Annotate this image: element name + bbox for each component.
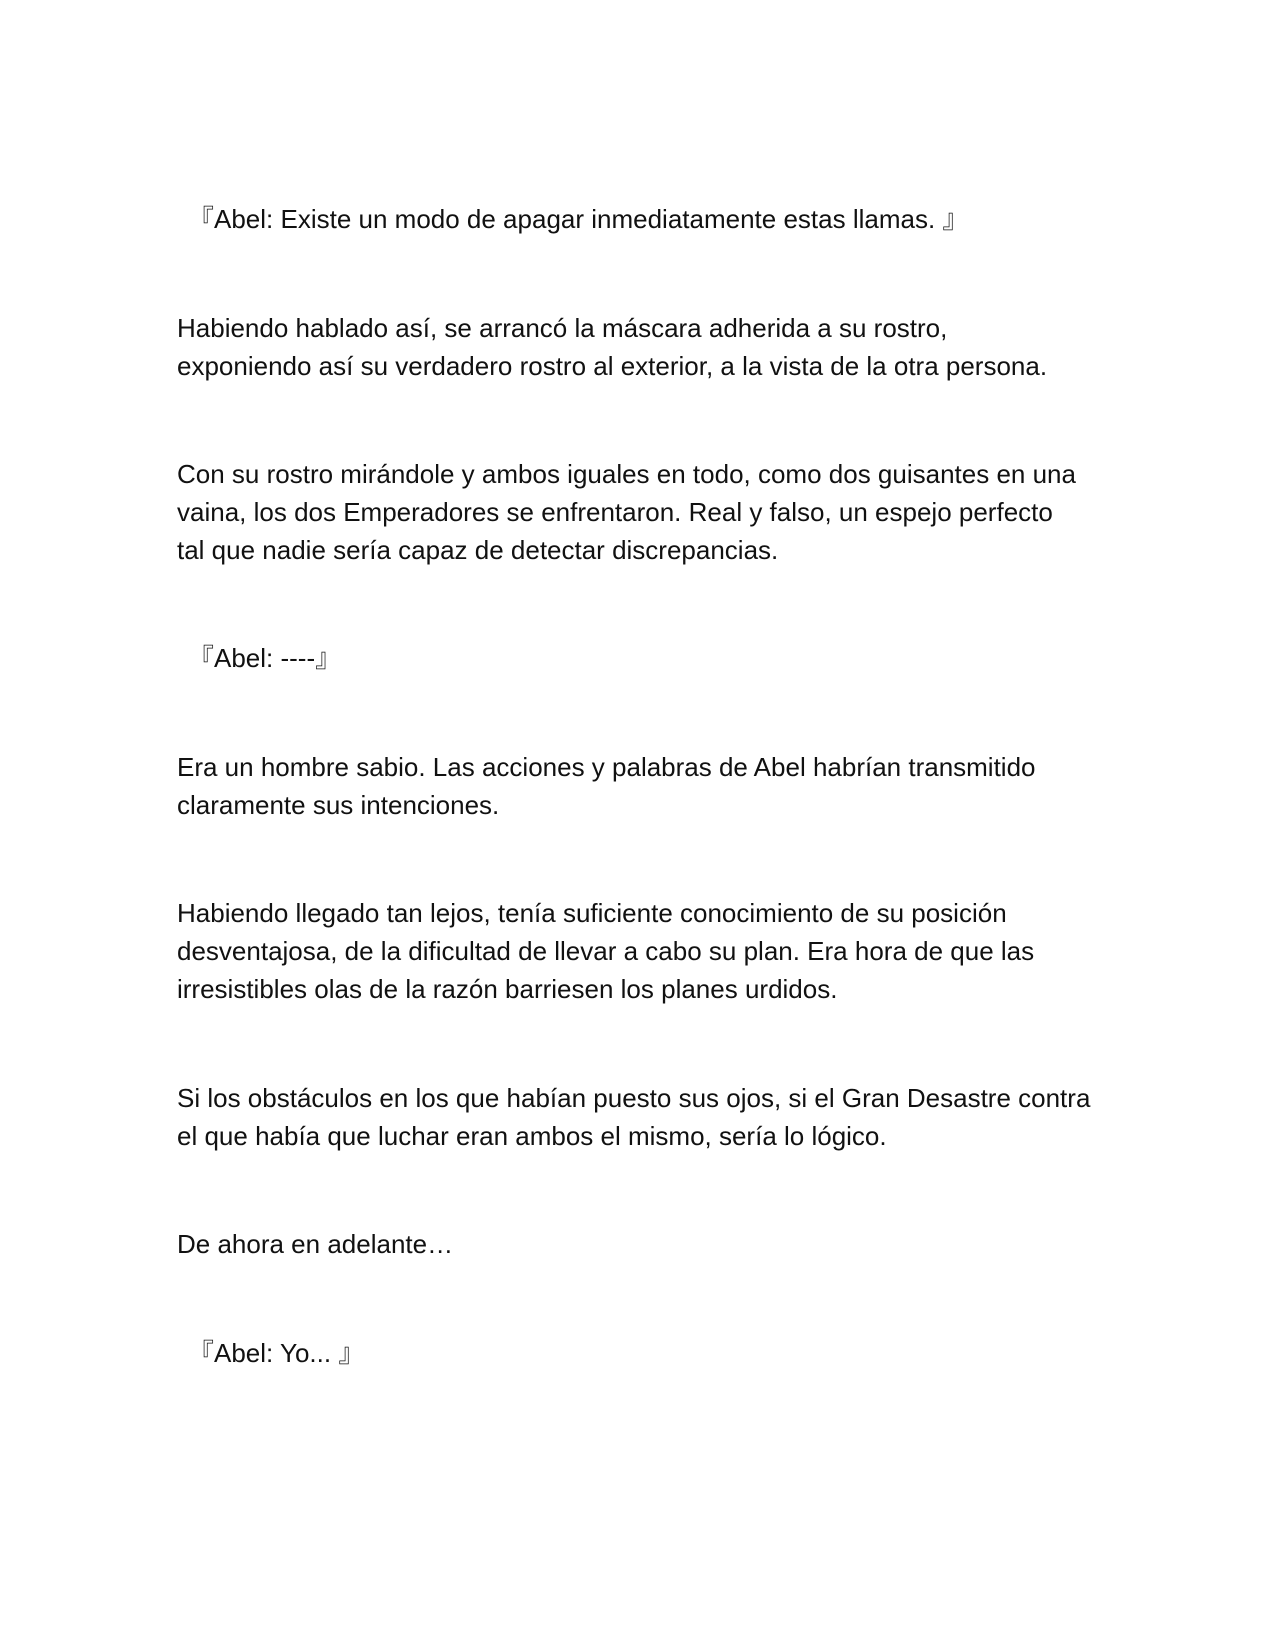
text-line: exponiendo así su verdadero rostro al exterior, a la vista de la otra persona. [177, 351, 1048, 381]
narration-paragraph [177, 748, 1107, 824]
text-line: 『Abel: ----』 [188, 643, 342, 673]
text-line: el que había que luchar eran ambos el mismo, sería lo lógico. [177, 1121, 887, 1151]
text-line: desventajosa, de la dificultad de llevar a cabo su plan. Era hora de que las [177, 936, 1035, 966]
narration-paragraph [177, 1079, 1107, 1155]
text-line: 『Abel: Yo... 』 [188, 1338, 365, 1368]
dialogue-paragraph [188, 200, 1118, 238]
narration-paragraph [177, 1225, 1107, 1263]
text-line: Si los obstáculos en los que habían puesto sus ojos, si el Gran Desastre contra [177, 1083, 1091, 1113]
text-line: Habiendo hablado así, se arrancó la máscara adherida a su rostro, [177, 313, 948, 343]
narration-paragraph [177, 455, 1107, 569]
dialogue-paragraph [188, 639, 1118, 677]
text-line: De ahora en adelante… [177, 1229, 454, 1259]
dialogue-paragraph [188, 1334, 1118, 1372]
text-line: vaina, los dos Emperadores se enfrentaron. Real y falso, un espejo perfecto [177, 497, 1053, 527]
text-line: irresistibles olas de la razón barriesen los planes urdidos. [177, 974, 838, 1004]
text-line: tal que nadie sería capaz de detectar discrepancias. [177, 535, 779, 565]
narration-paragraph [177, 894, 1107, 1008]
text-line: claramente sus intenciones. [177, 790, 500, 820]
text-line: Era un hombre sabio. Las acciones y palabras de Abel habrían transmitido [177, 752, 1036, 782]
narration-paragraph [177, 309, 1107, 385]
text-line: 『Abel: Existe un modo de apagar inmediatamente estas llamas. 』 [188, 204, 969, 234]
text-line: Habiendo llegado tan lejos, tenía suficiente conocimiento de su posición [177, 898, 1007, 928]
text-line: Con su rostro mirándole y ambos iguales en todo, como dos guisantes en una [177, 459, 1076, 489]
